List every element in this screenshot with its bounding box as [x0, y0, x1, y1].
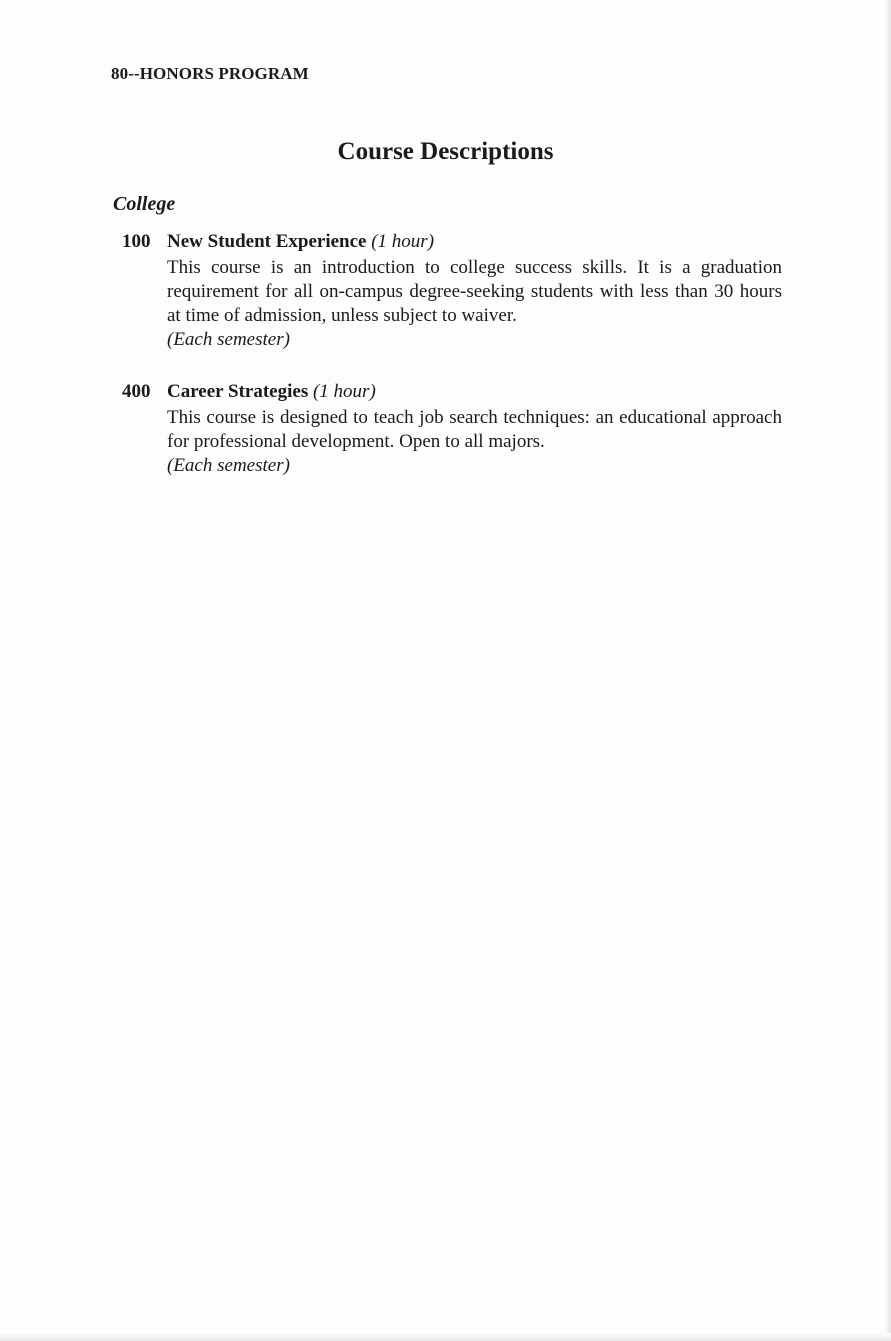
running-head: 80--HONORS PROGRAM [111, 64, 309, 83]
course-description: This course is an introduction to college success skills. It is a graduation requirement for all on-campus degree-seeking students with less than 30 hours at time of admission, unless subject to waiver. [167, 257, 782, 326]
course-offered: (Each semester) [167, 455, 290, 476]
scan-edge-right [885, 0, 891, 1341]
course-description: This course is designed to teach job search techniques: an educational approach for professional development. Open to all majors. [167, 407, 782, 452]
course-heading [122, 228, 782, 256]
course-entry [122, 378, 782, 478]
course-hours: (1 hour) [312, 381, 376, 402]
course-name: Career Strategies [167, 381, 309, 402]
course-number: 400 [122, 381, 151, 402]
category-heading: College [113, 193, 176, 215]
scan-edge-bottom [0, 1333, 891, 1341]
section-title: Course Descriptions [337, 138, 554, 165]
course-offered: (Each semester) [167, 329, 290, 350]
course-hours: (1 hour) [371, 231, 435, 252]
course-heading [122, 378, 782, 406]
course-name: New Student Experience [167, 231, 367, 252]
course-number: 100 [122, 231, 151, 252]
course-entry [122, 228, 782, 352]
